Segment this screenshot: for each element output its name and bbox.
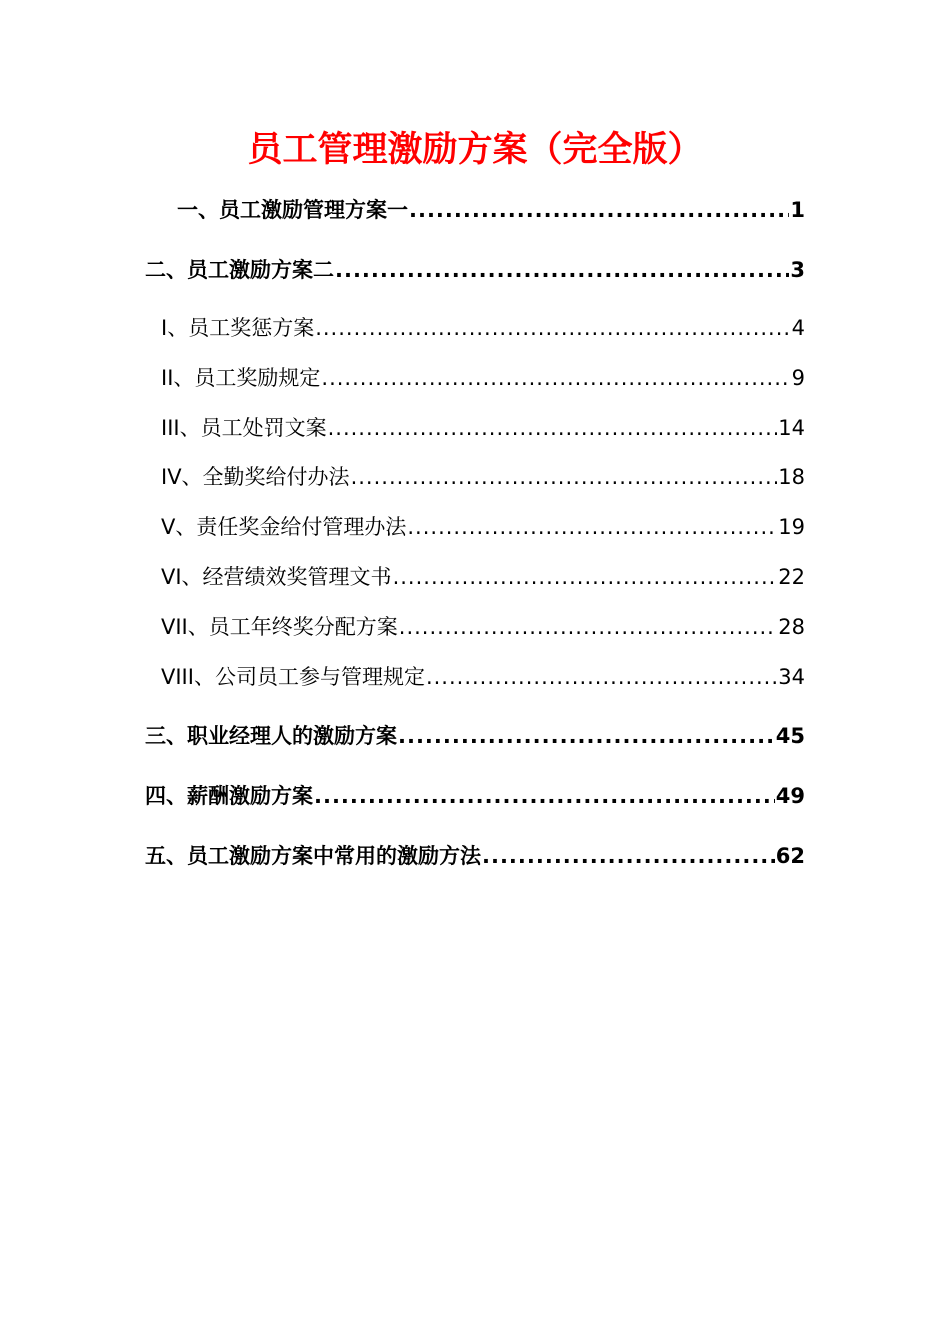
toc-dot-leader <box>409 198 789 222</box>
toc-entry-page: 34 <box>778 665 805 689</box>
toc-entry[interactable] <box>161 461 805 491</box>
toc-entry-label: VIII、公司员工参与管理规定 <box>161 665 425 689</box>
toc-entry-page: 4 <box>791 316 805 340</box>
toc-entry-label: 三、职业经理人的激励方案 <box>145 724 397 748</box>
toc-entry[interactable] <box>161 362 805 392</box>
toc-dot-leader <box>393 565 778 589</box>
toc-dot-leader <box>314 784 775 808</box>
toc-entry-label: 五、员工激励方案中常用的激励方法 <box>145 844 481 868</box>
toc-dot-leader <box>482 844 775 868</box>
toc-dot-leader <box>426 665 777 689</box>
toc-entry[interactable] <box>161 511 805 541</box>
toc-entry-label: 一、员工激励管理方案一 <box>177 198 408 222</box>
toc-entry[interactable] <box>161 561 805 591</box>
toc-entry-label: I、员工奖惩方案 <box>161 316 315 340</box>
toc-entry-label: VII、员工年终奖分配方案 <box>161 615 398 639</box>
toc-dot-leader <box>407 515 777 539</box>
toc-entry-label: IV、全勤奖给付办法 <box>161 465 350 489</box>
toc-entry[interactable] <box>177 194 805 224</box>
document-title: 员工管理激励方案（完全版） <box>247 130 703 170</box>
toc-entry-label: V、责任奖金给付管理办法 <box>161 515 407 539</box>
toc-dot-leader <box>315 316 790 340</box>
toc-entry-page: 49 <box>775 784 805 808</box>
toc-dot-leader <box>398 724 775 748</box>
toc-entry-label: III、员工处罚文案 <box>161 416 327 440</box>
toc-entry[interactable] <box>161 412 805 442</box>
toc-entry-page: 45 <box>775 724 805 748</box>
toc-entry[interactable] <box>161 611 805 641</box>
toc-entry-label: VI、经营绩效奖管理文书 <box>161 565 392 589</box>
toc-entry[interactable] <box>145 720 805 750</box>
toc-entry[interactable] <box>145 840 805 870</box>
toc-entry-page: 28 <box>778 615 805 639</box>
toc-entry-label: 四、薪酬激励方案 <box>145 784 313 808</box>
toc-entry-page: 14 <box>778 416 805 440</box>
toc-entry-label: 二、员工激励方案二 <box>145 258 334 282</box>
toc-entry[interactable] <box>145 254 805 284</box>
toc-entry[interactable] <box>161 312 805 342</box>
toc-entry-page: 22 <box>778 565 805 589</box>
toc-entry-page: 1 <box>790 198 805 222</box>
toc-dot-leader <box>321 366 790 390</box>
toc-dot-leader <box>328 416 778 440</box>
toc-entry[interactable] <box>145 780 805 810</box>
toc-entry-page: 3 <box>790 258 805 282</box>
toc-entry[interactable] <box>161 661 805 691</box>
toc-entry-page: 9 <box>791 366 805 390</box>
toc-entry-label: II、员工奖励规定 <box>161 366 321 390</box>
toc-entry-page: 18 <box>778 465 805 489</box>
toc-dot-leader <box>399 615 778 639</box>
toc-entry-page: 62 <box>775 844 805 868</box>
toc-entry-page: 19 <box>778 515 805 539</box>
toc-dot-leader <box>335 258 789 282</box>
toc-dot-leader <box>351 465 778 489</box>
